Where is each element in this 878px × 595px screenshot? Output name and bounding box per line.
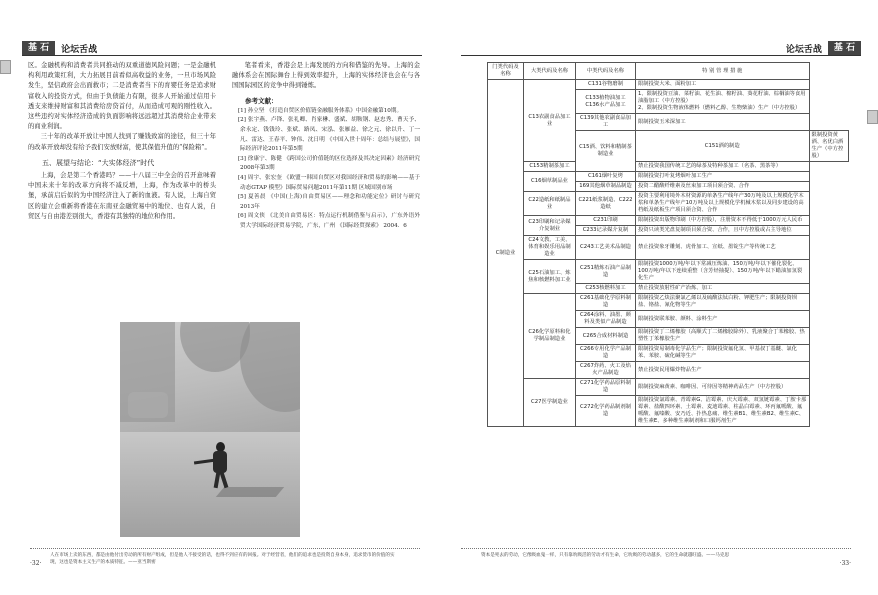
menlei-cell: C制造业 bbox=[488, 80, 524, 427]
section-title: 论坛舌战 bbox=[61, 44, 98, 55]
measure-cell: 限制投资打叶复烤烟叶加工生产 bbox=[636, 172, 810, 182]
dalei-cell: C15酒、饮料和精制茶制造业 bbox=[576, 131, 636, 172]
reference-item: [3] 徐康宁、陈健 《跨国公司价值链的区位选择及其决定因素》经济研究2008年第3期 bbox=[238, 155, 420, 172]
reference-item: [5] 夏善晨 《中国(上海)自由贸易区——理念和功能定位》研讨与研究2013年 bbox=[238, 194, 420, 210]
table-row bbox=[488, 162, 849, 172]
measure-cell: 限制投资黄酒、名优白酒生产（中方控股） bbox=[809, 131, 848, 162]
measure-cell: 限制投资1000万吨/年以下常减压炼油、150万吨/年以下催化裂化、100万吨/年以下连续重整（含芳烃抽提）、150万吨/年以下蜡油加氢裂化生产 bbox=[636, 260, 810, 284]
right-footer bbox=[461, 548, 851, 577]
footer-quote: 资本是死去的劳动，它像吸血鬼一样，只有靠吮吸活的劳动才有生命，它吮吸的劳动越多，它的生命就越旺盛。——马克思 bbox=[481, 553, 730, 558]
page-number: ·32· bbox=[30, 560, 42, 567]
zhonglei-cell: C161烟叶复烤 bbox=[576, 172, 636, 182]
left-column-1 bbox=[28, 61, 216, 222]
zhonglei-cell: C266专用化学产品制造 bbox=[576, 345, 636, 362]
measure-cell: 禁止投资象牙雕刻、虎骨加工、宣纸、墨锭生产等传统工艺 bbox=[636, 236, 810, 260]
column-header: 特 别 管 理 措 施 bbox=[636, 63, 810, 80]
reference-item: [1] 孙立坚 《打造自贸区价值链金融服务体系》中国金融第10期。 bbox=[238, 107, 403, 114]
page-edge-tab bbox=[0, 60, 11, 74]
column-header: 门类代码及名称 bbox=[488, 63, 524, 80]
table-row bbox=[488, 260, 849, 284]
page-number: ·33· bbox=[839, 560, 851, 567]
zhonglei-cell: C265合成材料制造 bbox=[576, 328, 636, 345]
zhonglei-cell: C221纸浆制造、C222造纸 bbox=[576, 192, 636, 216]
table-row bbox=[488, 236, 849, 260]
measure-cell: 投资二醋酸纤维素及丝束加工项目须合资、合作 bbox=[636, 182, 810, 192]
measure-cell: 限制投资出版物印刷（中方控股），注册资本不得低于1000万元人民币 bbox=[636, 216, 810, 226]
paragraph: 上海，会是第二个香港吗？——十八届三中全会的召开意味着中国未来十年的改革方向将不减反增，上海，作为改革中的桥头堡，承前启后似的为中国经济注入了新的血液。有人说，上海自贸区的建立会重新将香港在东南亚金融贸易中的地位、也有人说，自贸区与自由港差别很大，香港有其独特的地位和作用。 bbox=[28, 172, 216, 220]
zhonglei-cell: C253核燃料加工 bbox=[576, 284, 636, 294]
measure-cell: 投资主要利用境外木材资源的单条生产线年产30万吨及以上规模化学木浆和单条生产线年产10万吨及以上规模化学机械木浆以及同步建设的高档纸及纸板生产项目须合资、合作 bbox=[636, 192, 810, 216]
page-edge-tab bbox=[867, 110, 878, 124]
zhonglei-cell: C153精制茶加工 bbox=[524, 162, 576, 172]
paragraph: 笔者看来，香港会是上海发展的方向和借鉴的先导。上海的金融体系会在国际舞台上得到效率提升，上海的实体经济也会在与各国国际园区的竞争中得到锤炼。 bbox=[232, 62, 420, 90]
header-rule bbox=[22, 55, 422, 56]
measure-cell: 投资只读类光盘复制项目须合资、合作，且中方控股或占主导地位 bbox=[636, 226, 810, 236]
zhonglei-cell: C264涂料、油墨、颜料及类似产品制造 bbox=[576, 311, 636, 328]
zhonglei-cell: C271化学药品原料制造 bbox=[576, 379, 636, 396]
zhonglei-cell: 169其他烟草制品制造 bbox=[576, 182, 636, 192]
zhonglei-cell: C231印刷 bbox=[576, 216, 636, 226]
table-row bbox=[488, 294, 849, 311]
column-header: 中类代码及名称 bbox=[576, 63, 636, 80]
special-measures-table bbox=[487, 62, 849, 427]
dalei-cell: C22造纸和纸制品业 bbox=[524, 192, 576, 216]
zhonglei-cell: C133植物油加工 C136水产品加工 bbox=[576, 90, 636, 114]
measure-cell: 1、限制投资豆油、菜籽油、花生油、棉籽油、葵花籽油、棕榈油等食用油脂加工（中方控股） 2、限制投资生物液体燃料（燃料乙醇、生物柴油）生产（中方控股） bbox=[636, 90, 810, 114]
dalei-cell: C25石油加工、炼焦和核燃料加工业 bbox=[524, 260, 576, 294]
reference-item: [2] 张宇燕、卢锋、张礼卿、肖家楙、盛斌、胡鞍钢、赵忠秀、曹天予、余永定、钱钱玲、张斌、路凤、宋泓、张雁益、徐之元、徐以升、丁一凡、雷达、王春平、钟伟、沈日明 《中国入世十周年：总结与展望》，国际经济评论2011年第5期 bbox=[238, 117, 420, 153]
zhonglei-cell: C131谷物磨制 bbox=[576, 80, 636, 90]
dalei-cell: C26化学原料和化学制品制造业 bbox=[524, 294, 576, 379]
right-header bbox=[461, 40, 861, 56]
section-heading: 五、展望与结论：“大实体经济”时代 bbox=[42, 158, 155, 167]
table-row bbox=[488, 192, 849, 216]
section-block: 基 石 bbox=[828, 41, 861, 55]
table-row bbox=[488, 379, 849, 396]
dalei-cell: C13农副食品加工业 bbox=[524, 80, 576, 162]
measure-cell: 限制投资氯霉素、青霉素G、洁霉素、庆大霉素、双氢链霉素、丁胺卡那霉素、盐酸四环素、土霉素、麦迪霉素、柱晶白霉素、环丙氟哌酸、氟哌酸、氟嗪酸、安乃近、扑热息痛、维生素B1、维生素B2、维生素C、维生素E、多种维生素制剂和口服钙剂生产 bbox=[636, 396, 810, 427]
zhonglei-cell: C243工艺美术品制造 bbox=[576, 236, 636, 260]
table-row bbox=[488, 172, 849, 182]
zhonglei-cell: C251精炼石油产品制造 bbox=[576, 260, 636, 284]
measure-cell: 限制投资玉米深加工 bbox=[636, 114, 810, 131]
measure-cell: 限制投资易制毒化学品生产；限制投资氟化氢、甲基叔丁基醚、氯化苯、苯胺、硫化碱等生产 bbox=[636, 345, 810, 362]
header-rule bbox=[461, 55, 861, 56]
reference-item: [4] 周宇、张宏奎 《欧盟一韩国自贸区对我国经济和贸易的影响——基于动态GTAP 模型》国际贸易问题2011年第11期 区域国别市场 bbox=[238, 174, 420, 191]
zhonglei-cell: C272化学药品制剂制造 bbox=[576, 396, 636, 427]
measure-cell: 限制投资丁二烯橡胶（高顺式丁二烯橡胶除外）、乳液聚合丁苯橡胶、热塑性丁苯橡胶生产 bbox=[636, 328, 810, 345]
child-running-photo bbox=[120, 322, 300, 537]
dalei-cell: C23印刷和记录媒介复制业 bbox=[524, 216, 576, 236]
dalei-cell: C27医学制造业 bbox=[524, 379, 576, 427]
dalei-cell: C24文教、工美、体育和娱乐用品制造业 bbox=[524, 236, 576, 260]
references-title: 参考文献： bbox=[245, 96, 278, 105]
section-title: 论坛舌战 bbox=[785, 44, 822, 55]
left-footer bbox=[30, 548, 420, 577]
section-block: 基 石 bbox=[22, 41, 55, 55]
zhonglei-cell: C139其他农副食品加工 bbox=[576, 114, 636, 131]
zhonglei-cell: C151酒的制造 bbox=[636, 131, 810, 162]
table-row bbox=[488, 216, 849, 226]
zhonglei-cell: C261基础化学原料制造 bbox=[576, 294, 636, 311]
right-page bbox=[439, 0, 878, 595]
measure-cell: 禁止投资我国传统工艺的绿茶及特种茶加工（名茶、黑茶等） bbox=[636, 162, 810, 172]
left-header bbox=[22, 40, 422, 56]
left-column-2 bbox=[232, 61, 420, 232]
dalei-cell: C16烟草制品业 bbox=[524, 172, 576, 192]
measure-cell: 禁止投资民用爆炸物品生产 bbox=[636, 362, 810, 379]
table-header-row bbox=[488, 63, 849, 80]
table-row bbox=[488, 80, 849, 90]
paragraph: 三十年的改革开放让中国人找到了赚钱致富的途径，但三十年的改革开放却没有给予我们安放财富，使其保值升值的“保险箱”。 bbox=[28, 133, 216, 151]
measure-cell: 限制投资乙炔法聚氯乙烯以及硫酸法钛白粉、钾肥生产；限制投资钡盐、铬盐、氰化物等生产 bbox=[636, 294, 810, 311]
measure-cell: 禁止投资放射性矿产冶炼、加工 bbox=[636, 284, 810, 294]
measure-cell: 限制投资大米、面粉加工 bbox=[636, 80, 810, 90]
measure-cell: 限制投资联苯胺、颜料、涂料生产 bbox=[636, 311, 810, 328]
footer-quote: 人在市场上卖的东西，都是由他付出劳动的所有财产组成，但是他人不接受的话，也得不到应有的回报。对于经营者，他们的追求也是投资自身本身，追求货币的价值的实现，这也是资本主义生产的本质特征。——亚当斯密 bbox=[50, 553, 395, 565]
column-header: 大类代码及名称 bbox=[524, 63, 576, 80]
measure-cell: 限制投资麻黄素、咖啡因、可待因等精神药品生产（中方控股） bbox=[636, 379, 810, 396]
zhonglei-cell: C233记录媒介复制 bbox=[576, 226, 636, 236]
paragraph: 区。金融机构和消费者共同推动的双重道德风险问题；一是金融机构利用政策红利，大力拓展目前看似高收益的业务，一旦市场风险发生，坚信政府会出面救市；二是消费者当下的育婴任务是追求财富收入的投资方式，但由于负债能力有限，很多人开始通过信用卡透支来维持财富和其消费给房贷首付，从而造成可观的刚性收入。这些违约对实体经济造成的负面影响将远远超过其消费给企业带来的商业利润。 bbox=[28, 62, 216, 131]
zhonglei-cell: C267炸药、火工及焰火产品制造 bbox=[576, 362, 636, 379]
reference-item: [6] 周文侠 《北美自由贸易区：特点运行机制借鉴与启示》，广东外语外贸大学国际经济贸易学院，广东，广州 《国际经贸探索》 2004．6 bbox=[238, 213, 420, 229]
